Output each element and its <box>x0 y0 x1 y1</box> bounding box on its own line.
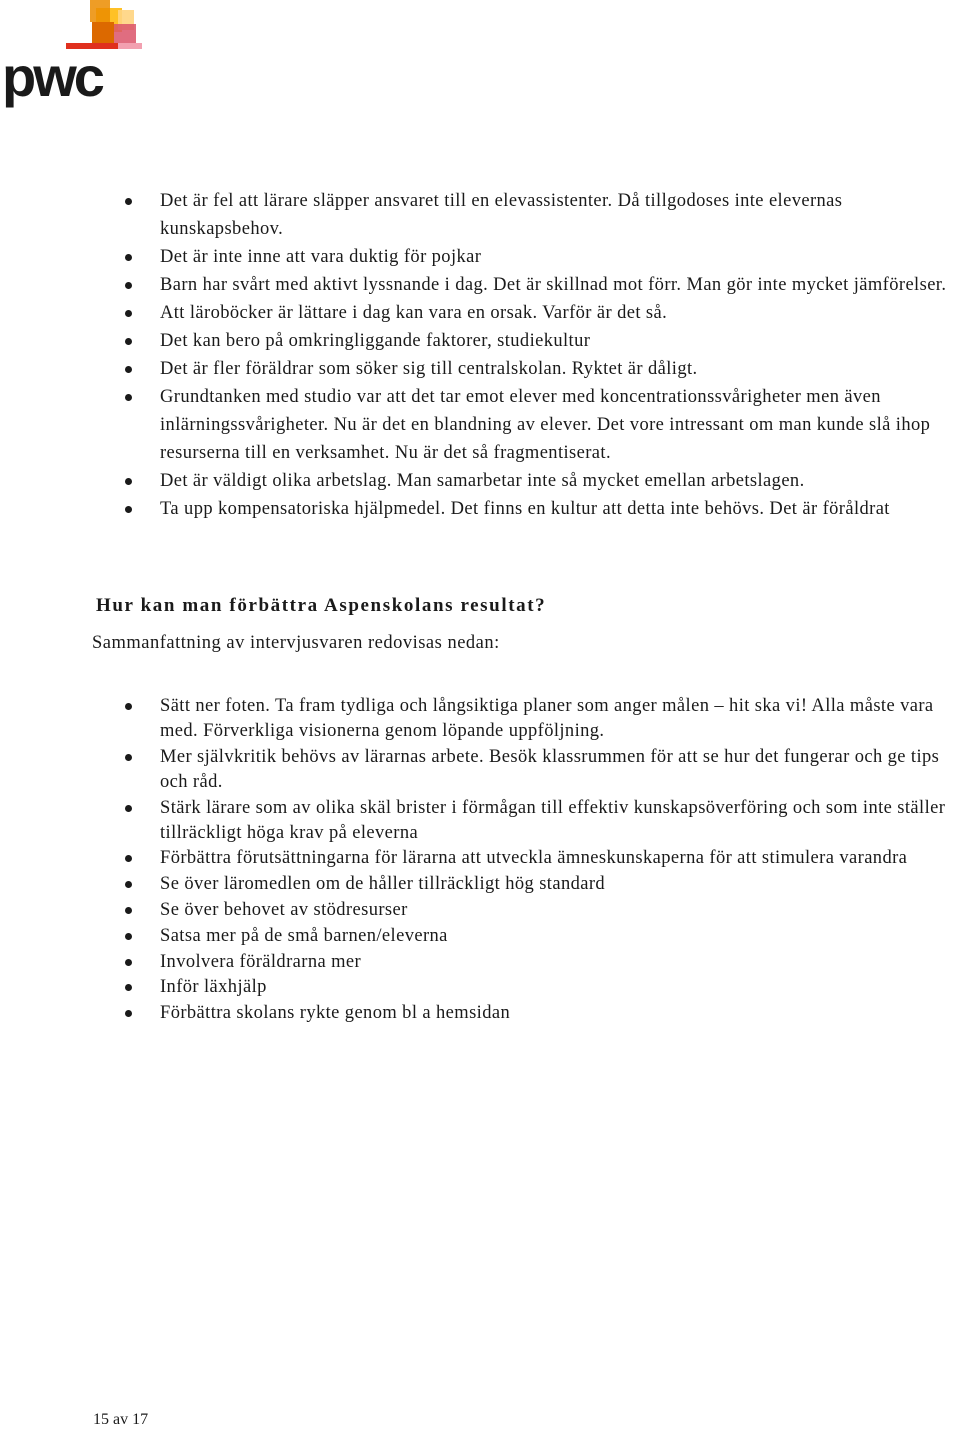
list-item: Satsa mer på de små barnen/eleverna <box>0 924 960 949</box>
list-item: Involvera föräldrarna mer <box>0 950 960 975</box>
list-item: Sätt ner foten. Ta fram tydliga och långsiktiga planer som anger målen – hit ska vi! Alla måste vara med. Förverkliga visionerna genom löpande uppföljning. <box>0 694 960 744</box>
list-item: Att läroböcker är lättare i dag kan vara en orsak. Varför är det så. <box>0 299 960 327</box>
page-number: 15 av 17 <box>93 1411 149 1428</box>
list-item: Grundtanken med studio var att det tar emot elever med koncentrationssvårigheter men även inlärningssvårigheter. Nu är det en blandning av elever. Det vore intressant om man kunde slå ihop resurserna till en verksamhet. Nu är det så fragmentiserat. <box>0 383 960 467</box>
list-item: Det är fel att lärare släpper ansvaret till en elevassistenter. Då tillgodoses inte elevernas kunskapsbehov. <box>0 187 960 243</box>
list-item: Se över läromedlen om de håller tillräckligt hög standard <box>0 872 960 897</box>
list-item: Det är inte inne att vara duktig för pojkar <box>0 243 960 271</box>
section-heading: Hur kan man förbättra Aspenskolans resultat? <box>96 595 547 616</box>
logo-blocks <box>66 0 142 49</box>
list-item: Inför läxhjälp <box>0 975 960 1000</box>
improvement-list <box>0 694 960 1027</box>
list-item: Det är väldigt olika arbetslag. Man samarbetar inte så mycket emellan arbetslagen. <box>0 467 960 495</box>
list-item: Barn har svårt med aktivt lyssnande i dag. Det är skillnad mot förr. Man gör inte mycket jämförelser. <box>0 271 960 299</box>
pwc-logo <box>0 0 150 110</box>
list-item: Förbättra skolans rykte genom bl a hemsidan <box>0 1001 960 1026</box>
list-item: Mer självkritik behövs av lärarnas arbete. Besök klassrummen för att se hur det fungerar och ge tips och råd. <box>0 745 960 795</box>
list-item: Förbättra förutsättningarna för lärarna att utveckla ämneskunskaperna för att stimulera varandra <box>0 846 960 871</box>
pwc-wordmark: pwc <box>2 45 102 108</box>
observations-list <box>0 187 960 523</box>
list-item: Stärk lärare som av olika skäl brister i förmågan till effektiv kunskapsöverföring och som inte ställer tillräckligt höga krav på eleverna <box>0 796 960 846</box>
list-item: Det är fler föräldrar som söker sig till centralskolan. Ryktet är dåligt. <box>0 355 960 383</box>
list-item: Det kan bero på omkringliggande faktorer, studiekultur <box>0 327 960 355</box>
list-item: Se över behovet av stödresurser <box>0 898 960 923</box>
list-item: Ta upp kompensatoriska hjälpmedel. Det finns en kultur att detta inte behövs. Det är föråldrat <box>0 495 960 523</box>
section-intro: Sammanfattning av intervjusvaren redovisas nedan: <box>92 633 500 653</box>
